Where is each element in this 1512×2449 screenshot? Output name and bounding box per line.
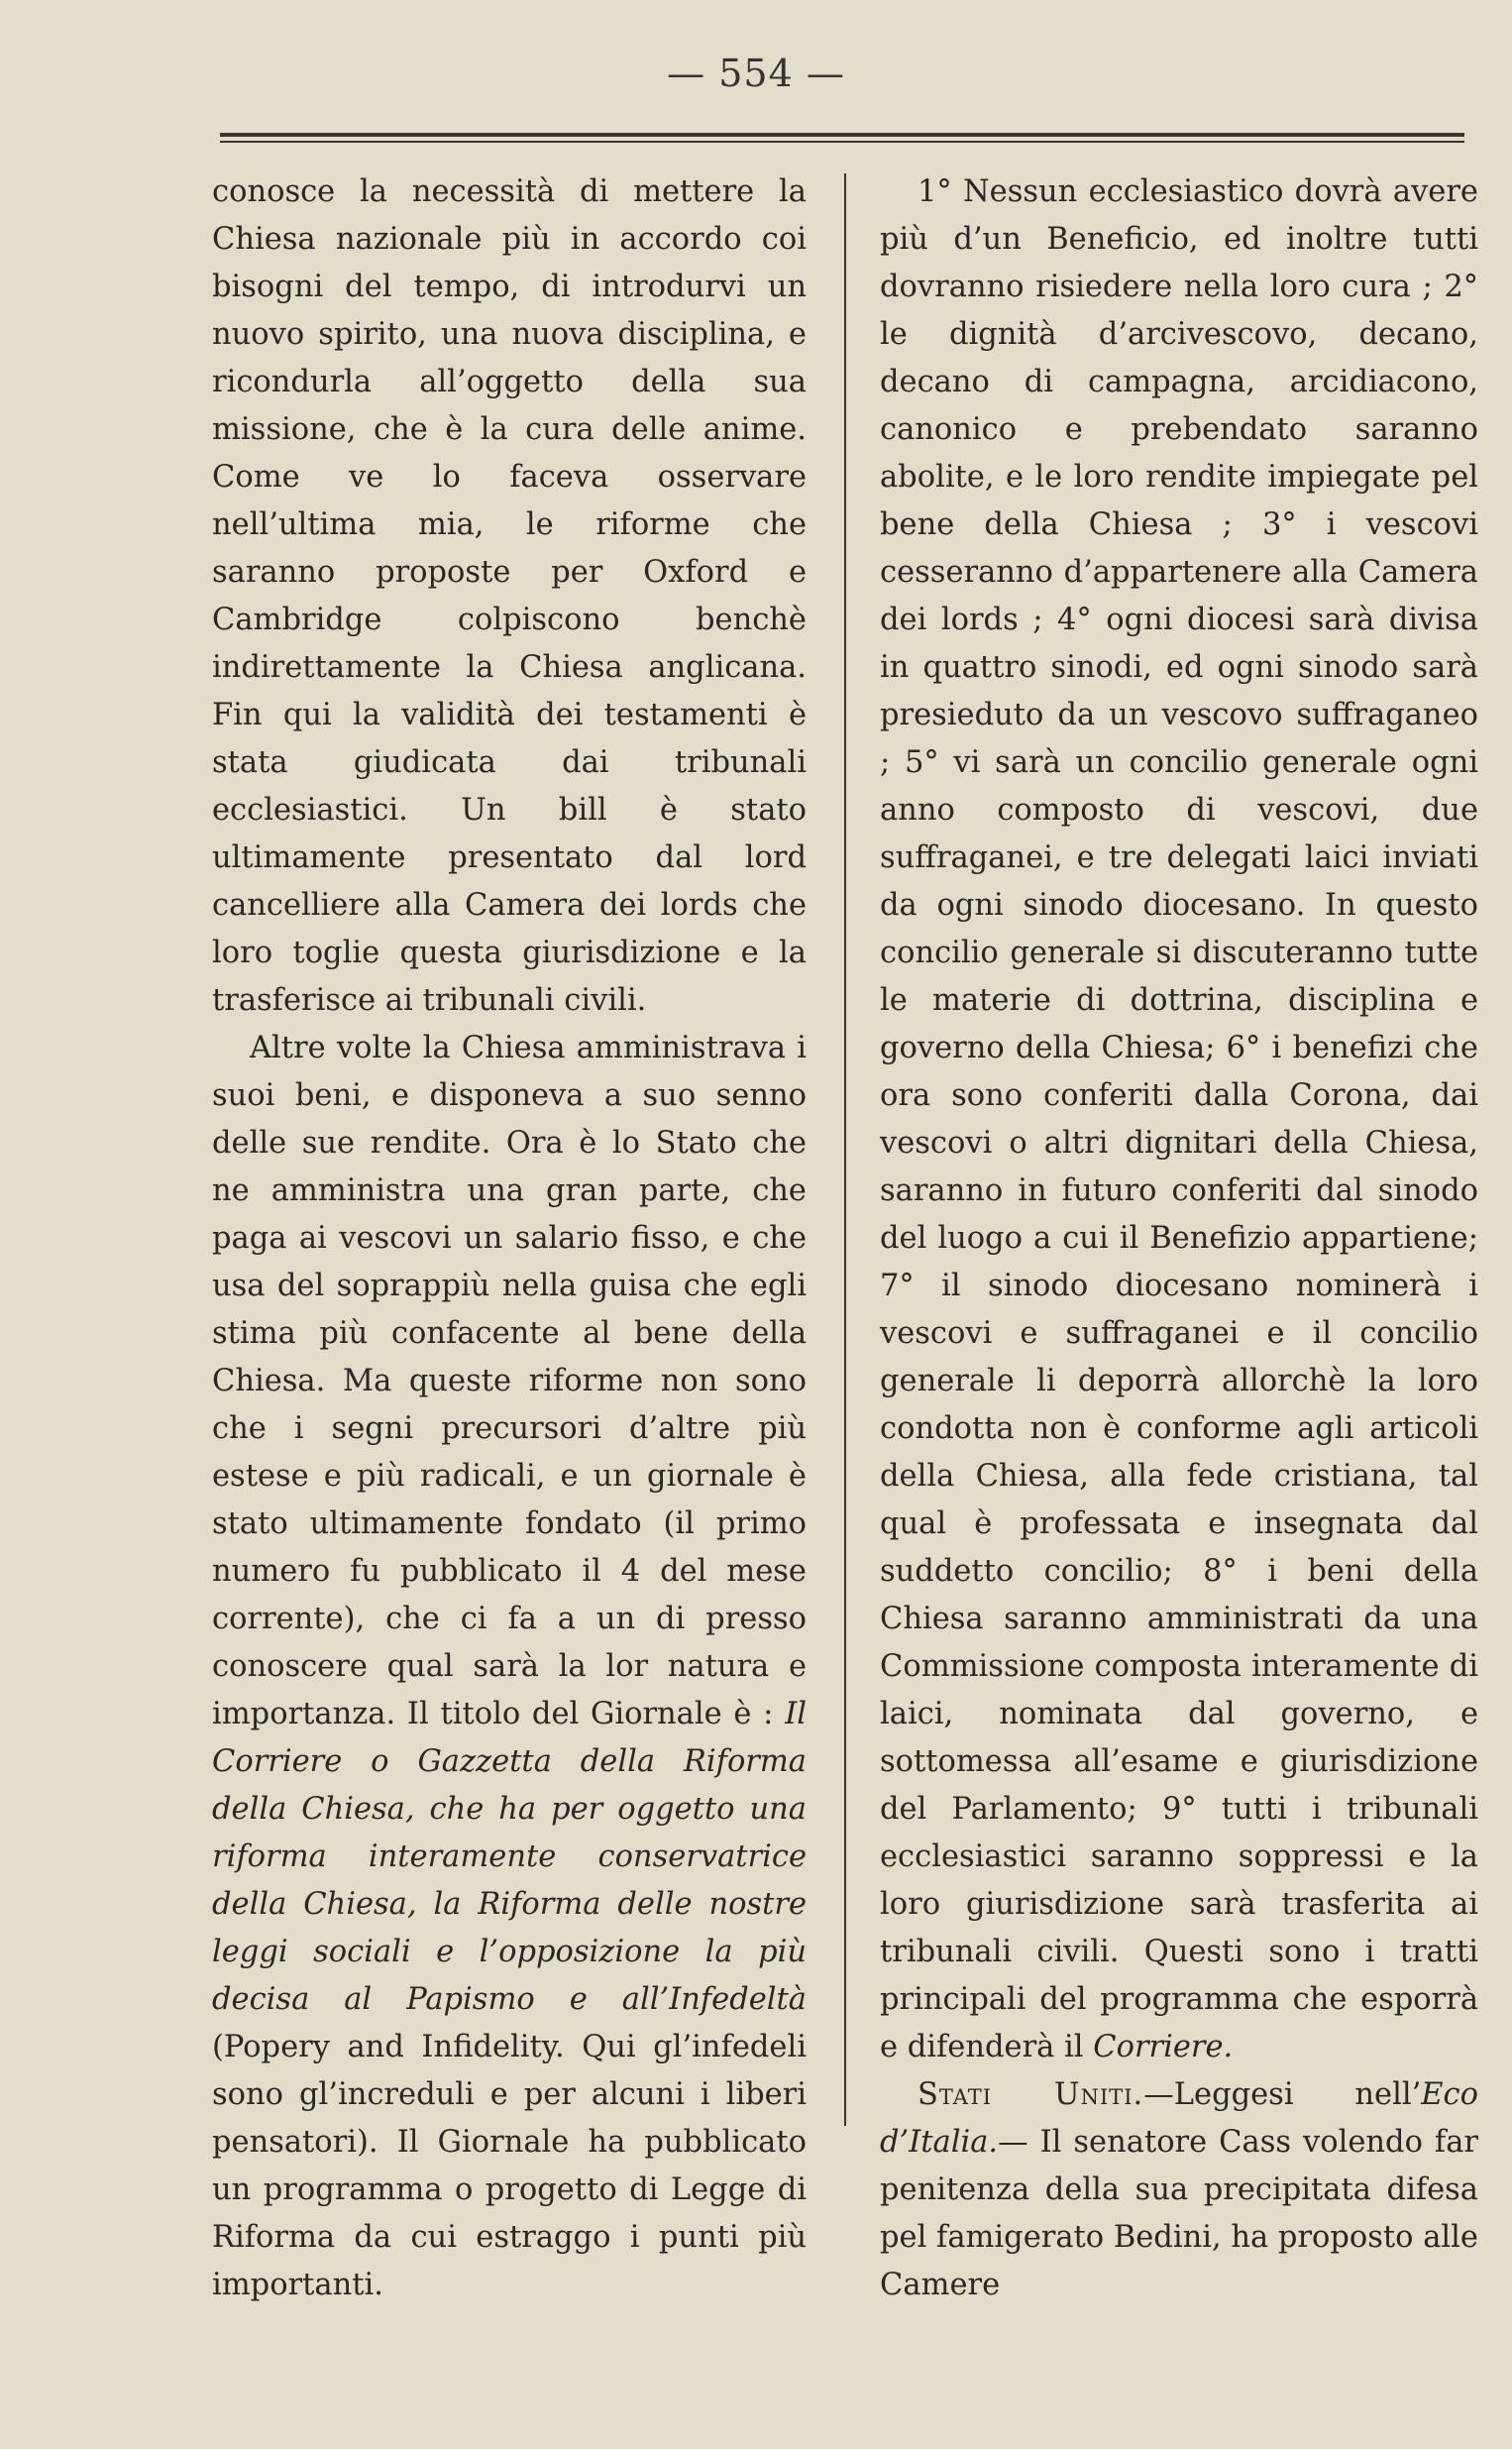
source-eco-italia: Eco d’Italia.	[880, 2077, 1479, 2160]
right-p2-body: — Il senatore Cass volendo far penitenza della sua precipitata difesa pel famigerato Bedini, ha proposto alle Camere	[880, 2125, 1478, 2302]
page-number: — 554 —	[667, 52, 845, 95]
header-rule-thin	[220, 141, 1464, 143]
left-paragraph-1: conosce la necessità di mettere la Chiesa nazionale più in accordo coi bisogni del tempo, di introdurvi un nuovo spirito, una nuova disciplina, e ricondurla all’oggetto della sua missione, che è la cura delle anime. Come ve lo faceva osservare nell’ultima mia, le riforme che saranno proposte per Oxford e Cambridge colpiscono benchè indirettamente la Chiesa anglicana. Fin qui la validità dei testamenti è stata giudicata dai tribunali ecclesiastici. Un bill è stato ultimamente presentato dal lord cancelliere alla Camera dei lords che loro toglie questa giurisdizione e la trasferisce ai tribunali civili.	[212, 174, 807, 1018]
right-p2-lead: —Leggesi nell’	[1143, 2077, 1422, 2112]
corriere-name: Corriere.	[1093, 2030, 1234, 2064]
left-p2-intro: Altre volte la Chiesa amministrava i suoi beni, e disponeva a suo senno delle sue rendite. Ora è lo Stato che ne amministra una gran parte, che paga ai vescovi un salario fisso, e che usa del soprappiù nella guisa che egli stima più confacente al bene della Chiesa. Ma queste riforme non sono che i segni precursori d’altre più estese e più radicali, e un giornale è stato ultimamente fondato (il primo numero fu pubblicato il 4 del mese corrente), che ci fa a un di presso conoscere qual sarà la lor natura e importanza. Il titolo del Giornale è :	[212, 1031, 807, 1731]
column-divider	[844, 173, 846, 2126]
right-paragraph-2	[880, 2071, 1478, 2309]
right-column	[880, 168, 1478, 2309]
left-p2-outro: (Popery and Infidelity. Qui gl’infedeli sono gl’increduli e per alcuni i liberi pensatori). Il Giornale ha pubblicato un programma o progetto di Legge di Riforma da cui estraggo i punti più importanti.	[212, 2030, 807, 2302]
header-rule-thick	[220, 133, 1464, 137]
left-paragraph-2	[212, 1025, 807, 2309]
journal-title: Il Corriere o Gazzetta della Riforma della Chiesa, che ha per oggetto una riforma interamente conservatrice della Chiesa, la Riforma delle nostre leggi sociali e l’opposizione la più decisa al Papismo e all’Infedeltà	[212, 1697, 807, 2017]
section-heading-stati-uniti: Stati Uniti.	[918, 2077, 1144, 2112]
left-column	[212, 168, 807, 2309]
reform-program-points: 1° Nessun ecclesiastico dovrà avere più d’un Beneficio, ed inoltre tutti dovranno risiedere nella loro cura ; 2° le dignità d’arcivescovo, decano, decano di campagna, arcidiacono, canonico e prebendato saranno abolite, e le loro rendite impiegate pel bene della Chiesa ; 3° i vescovi cesseranno d’appartenere alla Camera dei lords ; 4° ogni diocesi sarà divisa in quattro sinodi, ed ogni sinodo sarà presieduto da un vescovo suffraganeo ; 5° vi sarà un concilio generale ogni anno composto di vescovi, due suffraganei, e tre delegati laici inviati da ogni sinodo diocesano. In questo concilio generale si discuteranno tutte le materie di dottrina, disciplina e governo della Chiesa; 6° i benefizi che ora sono conferiti dalla Corona, dai vescovi o altri dignitari della Chiesa, saranno in futuro conferiti dal sinodo del luogo a cui il Benefizio appartiene; 7° il sinodo diocesano nominerà i vescovi e suffraganei e il concilio generale li deporrà allorchè la loro condotta non è conforme agli articoli della Chiesa, alla fede cristiana, tal qual è professata e insegnata dal suddetto concilio; 8° i beni della Chiesa saranno amministrati da una Commissione composta interamente di laici, nominata dal governo, e sottomessa all’esame e giurisdizione del Parlamento; 9° tutti i tribunali ecclesiastici saranno soppressi e la loro giurisdizione sarà trasferita ai tribunali civili. Questi sono i tratti principali del programma che esporrà e difenderà il	[880, 174, 1478, 2064]
right-paragraph-1	[880, 168, 1478, 2071]
